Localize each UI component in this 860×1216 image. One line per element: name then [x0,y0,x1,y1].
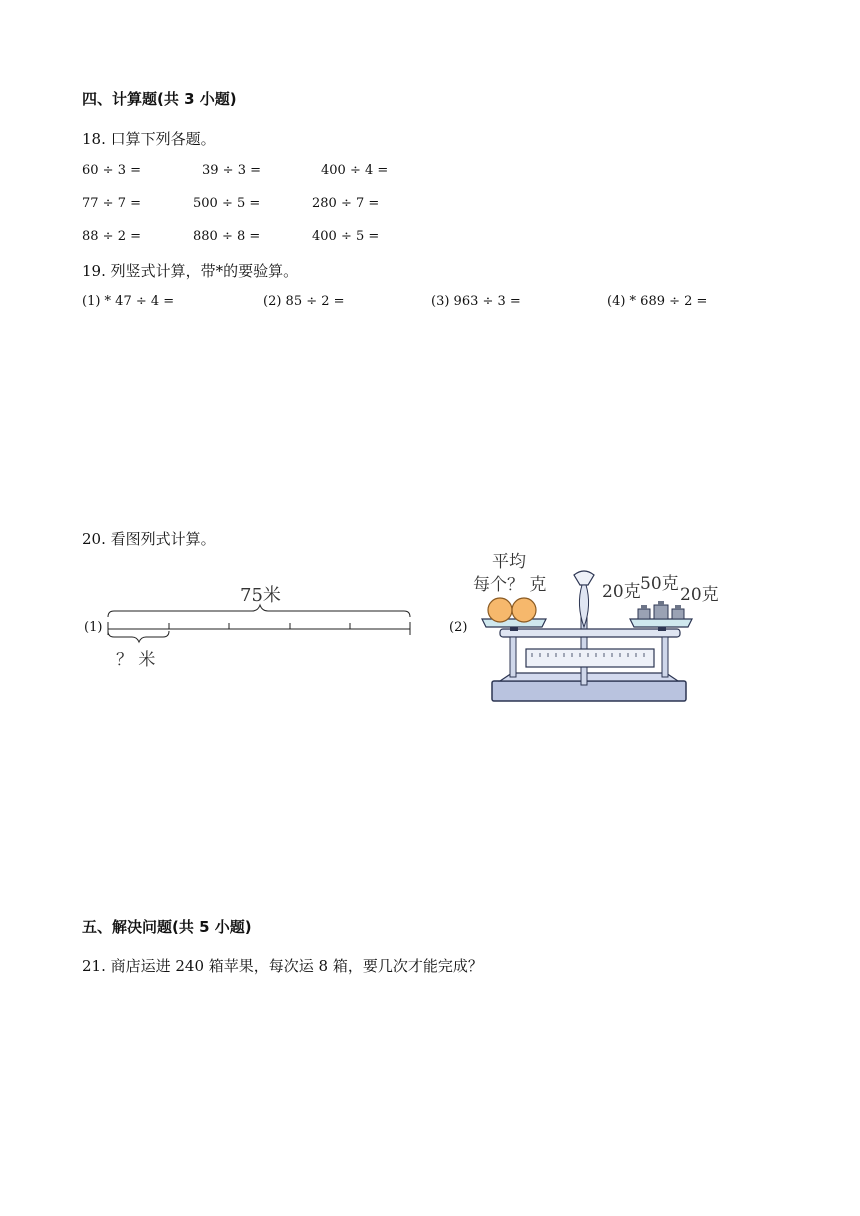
total-brace [108,605,410,617]
weight-50g [654,605,668,619]
part-length-label: ？ 米 [116,650,156,670]
fruit-label-line1: 平均 [492,552,526,572]
right-pan-stem [658,627,666,631]
left-pan-stem [510,627,518,631]
question-20-title: 20. 看图列式计算。 [82,530,216,548]
q18-item: 39 ÷ 3 = [202,163,261,178]
question-19-title: 19. 列竖式计算，带*的要验算。 [82,262,299,280]
weight-knob [658,601,664,605]
left-arm [510,637,516,677]
q18-item: 400 ÷ 4 = [321,163,389,178]
question-21-text: 21. 商店运进 240 箱苹果，每次运 8 箱，要几次才能完成？ [82,957,483,975]
weight-label-a: 20克 [602,582,641,602]
q18-item: 280 ÷ 7 = [312,196,380,211]
weight-knob [675,605,681,609]
q18-item: 500 ÷ 5 = [193,196,261,211]
scale-ruler [526,649,654,667]
q19-item: (3) 963 ÷ 3 = [431,294,521,309]
q19-item: (4) * 689 ÷ 2 = [607,294,708,309]
scale-beam [500,629,680,637]
section-heading-calculation: 四、计算题(共 3 小题) [82,90,237,108]
figure-2-label: (2) [449,620,468,635]
fruit-label-line2: 每个？ 克 [473,575,547,595]
orange-fruit [512,598,536,622]
q18-item: 400 ÷ 5 = [312,229,380,244]
left-pan [482,619,546,627]
scale-base-top [500,673,678,681]
weight-20g [672,609,684,619]
q18-item: 880 ÷ 8 = [193,229,261,244]
segment-diagram [100,575,420,675]
scale-base [492,681,686,701]
question-18-title: 18. 口算下列各题。 [82,130,216,148]
weight-20g [638,609,650,619]
section-heading-problem-solving: 五、解决问题(共 5 小题) [82,918,252,936]
total-length-label: 75米 [240,585,281,606]
q18-item: 88 ÷ 2 = [82,229,141,244]
weight-label-b: 50克 [640,574,679,594]
scale-pointer-head [574,571,594,585]
balance-scale-diagram [470,545,730,707]
q19-item: (2) 85 ÷ 2 = [263,294,345,309]
part-brace [108,631,169,642]
q18-item: 60 ÷ 3 = [82,163,141,178]
weight-label-c: 20克 [680,585,719,605]
right-arm [662,637,668,677]
weight-knob [641,605,647,609]
right-pan [630,619,692,627]
orange-fruit [488,598,512,622]
q18-item: 77 ÷ 7 = [82,196,141,211]
q19-item: (1) * 47 ÷ 4 = [82,294,175,309]
figure-1-label: (1) [84,620,103,635]
